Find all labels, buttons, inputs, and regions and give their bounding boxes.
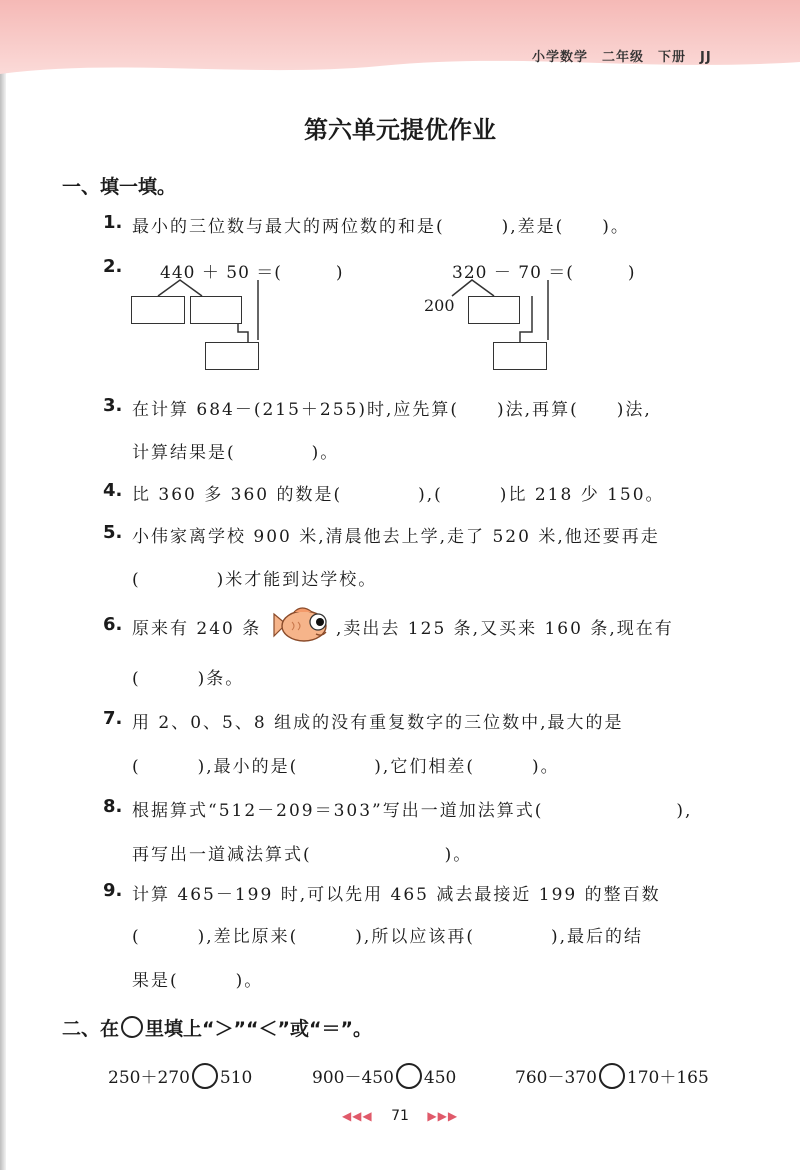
compare-item [515, 1063, 709, 1089]
question-5-number: 5. [103, 522, 123, 543]
page-number: 71 [391, 1108, 409, 1124]
right-arrows-icon: ▶▶▶ [427, 1109, 459, 1123]
question-1-text: 最小的三位数与最大的两位数的和是( ),差是( )。 [132, 217, 630, 237]
circle-icon [121, 1016, 143, 1038]
compare-left: 250＋270 [108, 1068, 190, 1088]
section-2-label-end: 里填上“＞”“＜”或“＝”。 [145, 1018, 372, 1040]
compare-right: 510 [219, 1068, 253, 1088]
question-4-number: 4. [103, 480, 123, 501]
compare-right: 170＋165 [626, 1068, 709, 1088]
compare-answer-circle[interactable] [396, 1063, 422, 1089]
fish-icon [270, 604, 336, 648]
question-2-number: 2. [103, 256, 123, 277]
section-1-heading: 一、填一填。 [62, 176, 177, 198]
question-8-line-2: 再写出一道减法算式( )。 [132, 845, 473, 865]
question-7-line-1: 用 2、0、5、8 组成的没有重复数字的三位数中,最大的是 [132, 713, 624, 733]
left-arrows-icon: ◀◀◀ [341, 1109, 373, 1123]
page-title: 第六单元提优作业 [304, 116, 496, 144]
compare-answer-circle[interactable] [599, 1063, 625, 1089]
question-6-line-2: ( )条。 [132, 669, 245, 689]
compare-item [108, 1063, 252, 1089]
answer-box[interactable] [468, 296, 520, 324]
question-5-line-1: 小伟家离学校 900 米,清晨他去上学,走了 520 米,他还要再走 [132, 527, 660, 547]
section-2-heading [62, 1014, 372, 1041]
question-2-right-expression: 320 － 70 ＝( ) [452, 263, 636, 283]
answer-box[interactable] [493, 342, 547, 370]
compare-item [312, 1063, 456, 1089]
question-9-line-1: 计算 465－199 时,可以先用 465 减去最接近 199 的整百数 [132, 885, 661, 905]
question-6-number: 6. [103, 614, 123, 635]
question-8-number: 8. [103, 796, 123, 817]
question-3-number: 3. [103, 395, 123, 416]
header-course-label: 小学数学 二年级 下册 JJ [532, 50, 712, 65]
question-6-line-1-end: ,卖出去 125 条,又买来 160 条,现在有 [336, 619, 674, 639]
question-2-given-value: 200 [424, 296, 455, 315]
answer-box[interactable] [205, 342, 259, 370]
compare-answer-circle[interactable] [192, 1063, 218, 1089]
question-7-number: 7. [103, 708, 123, 729]
question-3-line-1: 在计算 684－(215＋255)时,应先算( )法,再算( )法, [132, 400, 652, 420]
compare-left: 900－450 [312, 1068, 394, 1088]
question-2-left-expression: 440 ＋ 50 ＝( ) [160, 263, 344, 283]
page-footer [0, 1108, 800, 1124]
question-7-line-2: ( ),最小的是( ),它们相差( )。 [132, 757, 560, 777]
question-4-text: 比 360 多 360 的数是( ),( )比 218 少 150。 [132, 485, 665, 505]
question-9-line-2: ( ),差比原来( ),所以应该再( ),最后的结 [132, 927, 644, 947]
compare-left: 760－370 [515, 1068, 597, 1088]
question-3-line-2: 计算结果是( )。 [132, 443, 340, 463]
question-8-line-1: 根据算式“512－209＝303”写出一道加法算式( ), [132, 801, 693, 821]
answer-box[interactable] [190, 296, 242, 324]
question-5-line-2: ( )米才能到达学校。 [132, 570, 378, 590]
question-9-line-3: 果是( )。 [132, 971, 264, 991]
section-2-label-start: 二、在 [62, 1018, 120, 1040]
compare-right: 450 [423, 1068, 457, 1088]
answer-box[interactable] [131, 296, 185, 324]
question-6-line-1-start: 原来有 240 条 [132, 619, 262, 639]
question-9-number: 9. [103, 880, 123, 901]
question-1-number: 1. [103, 212, 123, 233]
